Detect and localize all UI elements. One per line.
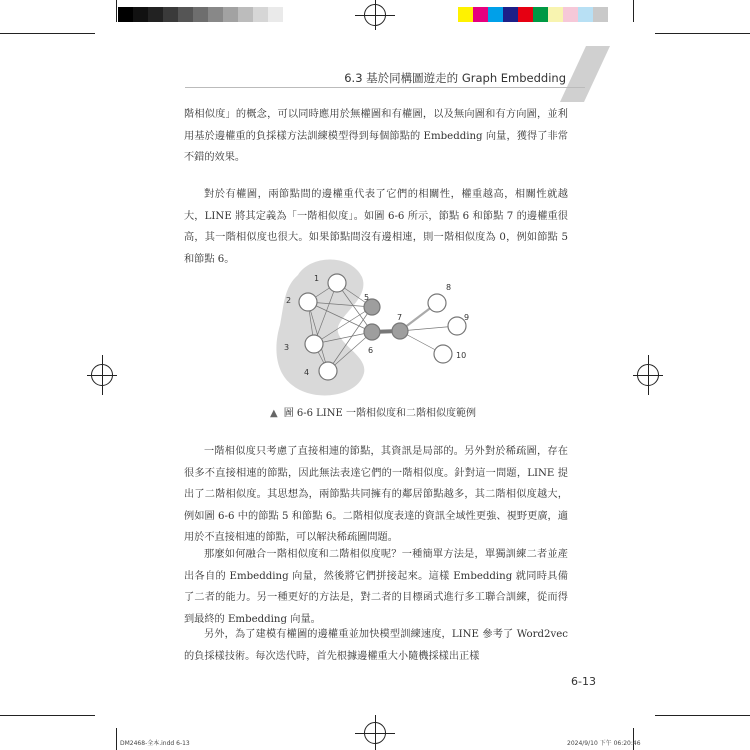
- paragraph-3: 一階相似度只考慮了直接相連的節點，其資訊是局部的。另外對於稀疏圖，存在很多不直接相連的節點，因此無法表達它們的一階相似度。針對這一問題，LINE 提出了二階相似度。其思想為，兩節點共同擁有的鄰居節點越多，其二階相似度越大，例如圖 6-6 中的節點 5 和節點 6。二階相似度表達的資訊全域性更強、視野更廣，適用於不直接相連的節點，可以解決稀疏圖問題。: [184, 446, 568, 543]
- caption-text: 圖 6-6 LINE 一階相似度和二階相似度範例: [283, 408, 476, 419]
- node-label-8: 8: [446, 283, 452, 292]
- figure-caption: [270, 404, 570, 419]
- figure-line-graph: [270, 255, 490, 400]
- node-label-6: 6: [368, 346, 374, 355]
- running-head: 6.3 基於同構圖遊走的 Graph Embedding: [344, 71, 566, 85]
- header-rule: [185, 87, 585, 88]
- node-label-9: 9: [464, 313, 470, 322]
- node-7: [392, 323, 408, 339]
- registration-mark-top: [355, 0, 395, 30]
- slug-datetime: 2024/9/10 下午 06:20:46: [567, 740, 641, 747]
- node-6: [364, 324, 380, 340]
- registration-mark-right: [633, 355, 663, 395]
- node-label-2: 2: [286, 296, 292, 305]
- node-2: [299, 293, 317, 311]
- node-4: [319, 362, 337, 380]
- node-label-3: 3: [284, 343, 290, 352]
- node-label-5: 5: [364, 293, 370, 302]
- caption-triangle-icon: ▲: [270, 408, 278, 419]
- paragraph-5: 另外，為了建模有權圖的邊權重並加快模型訓練速度，LINE 參考了 Word2vec 的負採樣技術。每次迭代時，首先根據邊權重大小隨機採樣出正樣: [184, 629, 568, 662]
- paragraph-4: 那麼如何融合一階相似度和二階相似度呢？一種簡單方法是，單獨訓練二者並產出各自的 Embedding 向量，然後將它們拼接起來。這樣 Embedding 就同時具備了二者的能力。另一種更好的方法是，對二者的目標函式進行多工聯合訓練，從而得到最終的 Embedding 向量。: [184, 549, 568, 625]
- paragraph-1: 階相似度」的概念，可以同時應用於無權圖和有權圖，以及無向圖和有方向圖，並利用基於邊權重的負採樣方法訓練模型得到每個節點的 Embedding 向量，獲得了非常不錯的效果。: [184, 109, 568, 163]
- node-label-7: 7: [397, 313, 403, 322]
- node-label-10: 10: [456, 351, 467, 360]
- slug-filename: DM2468-全本.indd 6-13: [120, 740, 190, 747]
- node-label-4: 4: [304, 368, 310, 377]
- header-decoration: [560, 46, 610, 102]
- paragraph-2: 對於有權圖，兩節點間的邊權重代表了它們的相關性，權重越高，相關性就越大，LINE 將其定義為「一階相似度」。如圖 6-6 所示，節點 6 和節點 7 的邊權重很高，其一階相似度也很大。如果節點間沒有邊相連，則一階相似度為 0，例如節點 5 和節點 6。: [184, 189, 568, 265]
- page-number: 6-13: [571, 675, 596, 688]
- node-10: [434, 345, 452, 363]
- node-label-1: 1: [314, 274, 320, 283]
- node-1: [328, 274, 346, 292]
- registration-mark-left: [87, 355, 117, 395]
- registration-mark-bottom: [355, 715, 395, 750]
- node-8: [428, 294, 446, 312]
- node-3: [305, 335, 323, 353]
